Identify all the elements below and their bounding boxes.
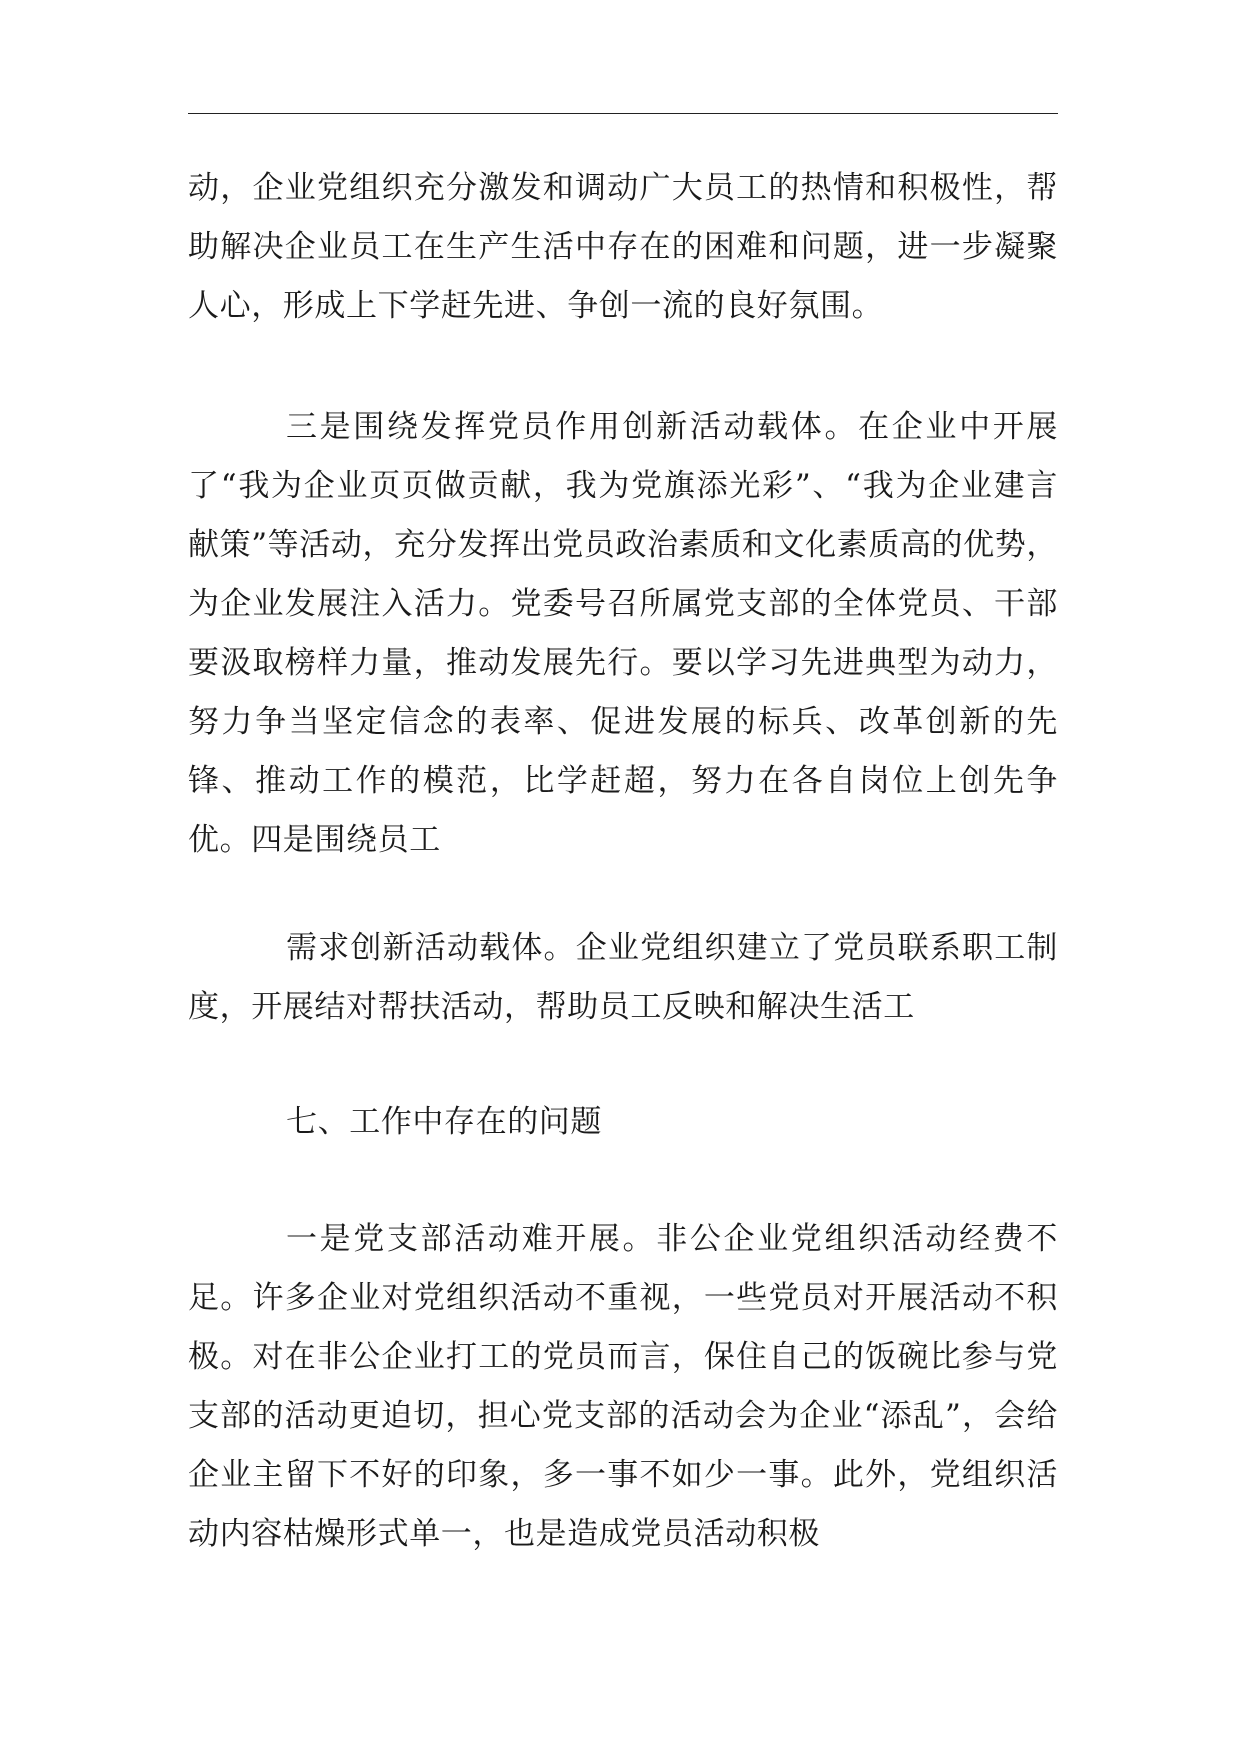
header-divider xyxy=(188,113,1058,114)
paragraph-problem-one: 一是党支部活动难开展。非公企业党组织活动经费不足。许多企业对党组织活动不重视，一些党员对开展活动不积极。对在非公企业打工的党员而言，保住自己的饭碗比参与党支部的活动更迫切，担心党支部的活动会为企业“添乱”，会给企业主留下不好的印象，多一事不如少一事。此外，党组织活动内容枯燥形式单一，也是造成党员活动积极 xyxy=(188,1221,1058,1552)
paragraph-continuation: 动，企业党组织充分激发和调动广大员工的热情和积极性，帮助解决企业员工在生产生活中存在的困难和问题，进一步凝聚人心，形成上下学赶先进、争创一流的良好氛围。 xyxy=(188,170,1058,324)
paragraph-employee-needs: 需求创新活动载体。企业党组织建立了党员联系职工制度，开展结对帮扶活动，帮助员工反映和解决生活工 xyxy=(188,930,1058,1025)
paragraph-item-three: 三是围绕发挥党员作用创新活动载体。在企业中开展了“我为企业页页做贡献，我为党旗添光彩”、“我为企业建言献策”等活动，充分发挥出党员政治素质和文化素质高的优势，为企业发展注入活力。党委号召所属党支部的全体党员、干部要汲取榜样力量，推动发展先行。要以学习先进典型为动力，努力争当坚定信念的表率、促进发展的标兵、改革创新的先锋、推动工作的模范，比学赶超，努力在各自岗位上创先争优。四是围绕员工 xyxy=(188,409,1058,858)
section-heading-problems: 七、工作中存在的问题 xyxy=(286,1104,602,1140)
